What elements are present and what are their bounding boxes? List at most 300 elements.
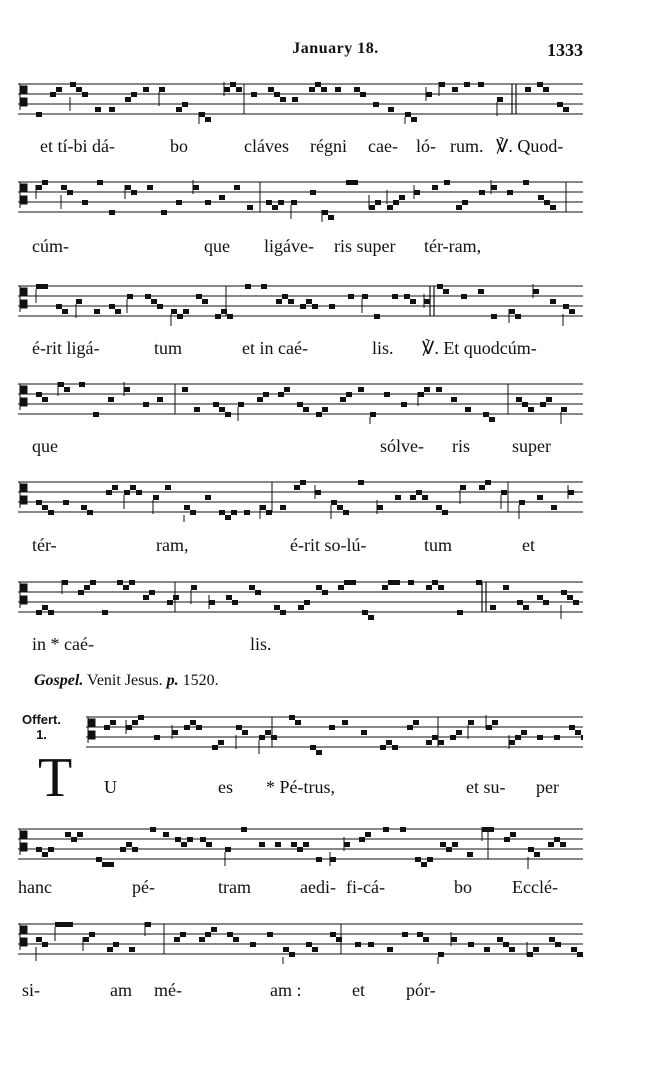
neume-note <box>461 294 467 299</box>
gospel-label: Gospel. <box>34 672 84 689</box>
neume-note <box>483 412 489 417</box>
neume-note <box>569 725 575 730</box>
neume-note <box>543 600 549 605</box>
neume-note <box>42 180 48 185</box>
neume-note <box>568 490 574 495</box>
neume-note <box>278 200 284 205</box>
neume-note <box>306 299 312 304</box>
neume-note <box>154 735 160 740</box>
neume-note <box>503 585 509 590</box>
neume-note <box>36 392 42 397</box>
neume-note <box>36 847 42 852</box>
neume-note <box>56 87 62 92</box>
neume-note <box>292 97 298 102</box>
neume-note <box>283 947 289 952</box>
neume-note <box>123 585 129 590</box>
neume-note <box>174 937 180 942</box>
neume-note <box>173 595 179 600</box>
neume-note <box>147 185 153 190</box>
neume-note <box>282 294 288 299</box>
neume-note <box>432 580 438 585</box>
lyric-syllable: am <box>110 980 132 1000</box>
neume-note <box>452 87 458 92</box>
neume-note <box>129 580 135 585</box>
lyric-syllable: é-rit so-lú- <box>290 535 367 555</box>
clef-icon <box>88 717 95 743</box>
lyric-syllable: lis. <box>372 338 394 358</box>
neume-note <box>567 595 573 600</box>
neume-note <box>259 842 265 847</box>
neume-note <box>479 485 485 490</box>
neume-note <box>548 842 554 847</box>
neume-note <box>78 590 84 595</box>
neume-note <box>306 942 312 947</box>
neume-note <box>205 117 211 122</box>
neume-note <box>515 314 521 319</box>
drop-cap-initial: T <box>38 747 73 809</box>
neume-note <box>443 289 449 294</box>
neume-note <box>150 827 156 832</box>
neume-note <box>436 505 442 510</box>
neume-note <box>456 205 462 210</box>
neume-note <box>534 852 540 857</box>
neume-note <box>110 720 116 725</box>
neume-note <box>67 922 73 927</box>
neume-note <box>337 505 343 510</box>
neume-note <box>410 299 416 304</box>
neume-note <box>415 857 421 862</box>
neume-note <box>289 715 295 720</box>
neume-note <box>304 600 310 605</box>
neume-note <box>350 580 356 585</box>
neume-note <box>491 314 497 319</box>
neume-note <box>241 827 247 832</box>
neume-note <box>384 392 390 397</box>
neume-note <box>380 745 386 750</box>
neume-note <box>224 87 230 92</box>
neume-note <box>509 947 515 952</box>
neume-note <box>245 284 251 289</box>
neume-note <box>537 82 543 87</box>
neume-note <box>67 190 73 195</box>
neume-note <box>316 750 322 755</box>
lyrics-line <box>18 136 583 158</box>
neume-note <box>200 837 206 842</box>
neume-note <box>446 847 452 852</box>
neume-note <box>427 857 433 862</box>
neume-note <box>528 847 534 852</box>
neume-note <box>343 510 349 515</box>
neume-note <box>291 842 297 847</box>
neume-note <box>42 284 48 289</box>
neume-note <box>410 495 416 500</box>
offertory-mode: 1. <box>36 727 47 742</box>
lyrics-line <box>18 777 583 799</box>
neume-note <box>328 215 334 220</box>
lyric-syllable: rum. <box>450 136 484 156</box>
lyric-syllable: lis. <box>250 634 272 654</box>
neume-note <box>303 407 309 412</box>
neume-note <box>544 200 550 205</box>
lyric-syllable: super <box>512 436 551 456</box>
neume-note <box>48 510 54 515</box>
neume-note <box>232 600 238 605</box>
gospel-reference <box>34 672 219 690</box>
neume-note <box>242 730 248 735</box>
neume-note <box>190 720 196 725</box>
neume-note <box>180 932 186 937</box>
neume-note <box>199 937 205 942</box>
neume-note <box>265 730 271 735</box>
neume-note <box>382 585 388 590</box>
lyric-syllable: bo <box>170 136 188 156</box>
chant-staff <box>18 478 583 522</box>
neume-note <box>359 837 365 842</box>
neume-note <box>102 862 108 867</box>
neume-note <box>504 837 510 842</box>
neume-note <box>377 505 383 510</box>
neume-note <box>438 740 444 745</box>
neume-note <box>112 485 118 490</box>
clef-icon <box>20 582 27 608</box>
neume-note <box>284 387 290 392</box>
neume-note <box>257 397 263 402</box>
neume-note <box>61 922 67 927</box>
neume-note <box>76 87 82 92</box>
clef-icon <box>20 829 27 855</box>
neume-note <box>117 580 123 585</box>
neume-note <box>322 210 328 215</box>
neume-note <box>124 490 130 495</box>
neume-note <box>297 847 303 852</box>
neume-note <box>109 107 115 112</box>
neume-note <box>205 200 211 205</box>
neume-note <box>571 947 577 952</box>
neume-note <box>132 720 138 725</box>
neume-note <box>231 510 237 515</box>
neume-note <box>370 412 376 417</box>
neume-note <box>71 837 77 842</box>
neume-note <box>199 112 205 117</box>
clef-icon <box>20 286 27 312</box>
neume-note <box>266 510 272 515</box>
neume-note <box>392 294 398 299</box>
neume-note <box>109 210 115 215</box>
neume-note <box>176 107 182 112</box>
neume-note <box>251 92 257 97</box>
neume-note <box>153 495 159 500</box>
neume-note <box>157 397 163 402</box>
neume-note <box>77 832 83 837</box>
neume-note <box>488 827 494 832</box>
neume-note <box>249 585 255 590</box>
neume-note <box>96 857 102 862</box>
neume-note <box>76 299 82 304</box>
neume-note <box>432 735 438 740</box>
neume-note <box>193 185 199 190</box>
neume-note <box>537 495 543 500</box>
chant-staff <box>18 178 583 222</box>
neume-note <box>569 309 575 314</box>
neume-note <box>303 842 309 847</box>
neume-note <box>87 510 93 515</box>
neume-note <box>300 480 306 485</box>
neume-note <box>171 309 177 314</box>
neume-note <box>125 185 131 190</box>
neume-note <box>462 200 468 205</box>
lyric-syllable: ris <box>452 436 470 456</box>
chant-staff <box>18 713 583 757</box>
neume-note <box>577 952 583 957</box>
neume-note <box>131 92 137 97</box>
neume-note <box>120 847 126 852</box>
neume-note <box>555 942 561 947</box>
neume-note <box>418 392 424 397</box>
neume-note <box>312 304 318 309</box>
neume-note <box>275 842 281 847</box>
neume-note <box>63 500 69 505</box>
neume-note <box>79 382 85 387</box>
lyric-syllable: tum <box>154 338 183 358</box>
neume-note <box>227 932 233 937</box>
neume-note <box>95 107 101 112</box>
neume-note <box>36 112 42 117</box>
neume-note <box>157 304 163 309</box>
clef-icon <box>20 482 27 508</box>
lyric-syllable: am : <box>270 980 302 1000</box>
neume-note <box>581 735 583 740</box>
neume-note <box>250 942 256 947</box>
neume-note <box>50 92 56 97</box>
chant-staff <box>18 825 583 869</box>
neume-note <box>414 190 420 195</box>
neume-note <box>165 485 171 490</box>
neume-note <box>82 92 88 97</box>
neume-note <box>226 595 232 600</box>
lyric-syllable: régni <box>310 136 347 156</box>
neume-note <box>375 200 381 205</box>
lyrics-line <box>18 634 583 656</box>
neume-note <box>312 947 318 952</box>
neume-note <box>182 102 188 107</box>
neume-note <box>84 585 90 590</box>
lyric-syllable: si- <box>22 980 40 1000</box>
neume-note <box>56 304 62 309</box>
neume-note <box>266 200 272 205</box>
lyric-syllable: et <box>522 535 535 555</box>
neume-note <box>432 185 438 190</box>
neume-note <box>365 832 371 837</box>
neume-note <box>276 299 282 304</box>
neume-note <box>401 402 407 407</box>
neume-note <box>175 837 181 842</box>
neume-note <box>321 87 327 92</box>
lyric-syllable: per <box>536 777 559 797</box>
chant-staff <box>18 282 583 326</box>
neume-note <box>575 730 581 735</box>
neume-note <box>42 852 48 857</box>
neume-note <box>527 952 533 957</box>
lyric-syllable: ris super <box>334 236 396 256</box>
neume-note <box>138 715 144 720</box>
neume-note <box>338 585 344 590</box>
neume-note <box>424 299 430 304</box>
neume-note <box>42 605 48 610</box>
neume-note <box>143 87 149 92</box>
neume-note <box>404 294 410 299</box>
neume-note <box>82 200 88 205</box>
lyric-syllable: pé- <box>132 877 155 897</box>
neume-note <box>316 412 322 417</box>
neume-note <box>407 725 413 730</box>
neume-note <box>426 585 432 590</box>
neume-note <box>490 605 496 610</box>
neume-note <box>465 407 471 412</box>
neume-note <box>48 610 54 615</box>
neume-note <box>528 407 534 412</box>
neume-note <box>358 387 364 392</box>
neume-note <box>478 289 484 294</box>
neume-note <box>550 299 556 304</box>
neume-note <box>294 485 300 490</box>
neume-note <box>444 180 450 185</box>
neume-note <box>451 937 457 942</box>
gospel-text: Venit Jesus. <box>87 672 163 689</box>
neume-note <box>42 942 48 947</box>
lyric-syllable: cúm- <box>32 236 69 256</box>
neume-note <box>510 832 516 837</box>
neume-note <box>108 862 114 867</box>
neume-note <box>316 857 322 862</box>
neume-note <box>554 735 560 740</box>
neume-note <box>551 505 557 510</box>
neume-note <box>236 87 242 92</box>
neume-note <box>322 590 328 595</box>
header-title: January 18. <box>292 40 379 57</box>
lyrics-line <box>18 877 583 899</box>
neume-note <box>316 585 322 590</box>
neume-note <box>388 107 394 112</box>
neume-note <box>263 392 269 397</box>
offertory-label <box>22 712 61 742</box>
neume-note <box>369 205 375 210</box>
neume-note <box>259 735 265 740</box>
neume-note <box>501 490 507 495</box>
neume-note <box>399 195 405 200</box>
neume-note <box>344 580 350 585</box>
lyrics-line <box>18 980 583 1002</box>
neume-note <box>482 827 488 832</box>
neume-note <box>130 485 136 490</box>
neume-note <box>540 402 546 407</box>
neume-note <box>102 610 108 615</box>
neume-note <box>368 615 374 620</box>
lyric-syllable: et <box>352 980 365 1000</box>
neume-note <box>190 510 196 515</box>
neume-note <box>329 304 335 309</box>
neume-note <box>213 402 219 407</box>
neume-note <box>184 505 190 510</box>
neume-note <box>329 725 335 730</box>
neume-note <box>362 610 368 615</box>
neume-note <box>274 92 280 97</box>
neume-note <box>522 402 528 407</box>
neume-note <box>525 87 531 92</box>
offertory-title: Offert. <box>22 712 61 727</box>
neume-note <box>143 595 149 600</box>
neume-note <box>107 947 113 952</box>
chant-staff <box>18 80 583 124</box>
neume-note <box>196 725 202 730</box>
neume-note <box>348 294 354 299</box>
neume-note <box>309 87 315 92</box>
lyric-syllable: cae- <box>368 136 398 156</box>
lyrics-line <box>18 236 583 258</box>
neume-note <box>126 842 132 847</box>
lyric-syllable: bo <box>454 877 472 897</box>
neume-note <box>297 402 303 407</box>
neume-note <box>486 725 492 730</box>
neume-note <box>206 842 212 847</box>
neume-note <box>460 485 466 490</box>
neume-note <box>182 387 188 392</box>
neume-note <box>408 580 414 585</box>
neume-note <box>393 200 399 205</box>
neume-note <box>521 730 527 735</box>
neume-note <box>468 942 474 947</box>
neume-note <box>260 505 266 510</box>
neume-note <box>537 595 543 600</box>
neume-note <box>115 309 121 314</box>
neume-note <box>70 82 76 87</box>
neume-note <box>509 740 515 745</box>
neume-note <box>161 210 167 215</box>
neume-note <box>484 947 490 952</box>
neume-note <box>211 927 217 932</box>
neume-note <box>440 842 446 847</box>
neume-note <box>361 730 367 735</box>
neume-note <box>421 862 427 867</box>
neume-note <box>278 392 284 397</box>
chant-staff <box>18 578 583 622</box>
neume-note <box>227 314 233 319</box>
neume-note <box>573 600 579 605</box>
neume-note <box>519 500 525 505</box>
neume-note <box>194 407 200 412</box>
neume-note <box>411 117 417 122</box>
lyric-syllable: aedi- <box>300 877 336 897</box>
neume-note <box>244 510 250 515</box>
neume-note <box>106 490 112 495</box>
neume-note <box>36 185 42 190</box>
neume-note <box>533 947 539 952</box>
neume-note <box>560 842 566 847</box>
neume-note <box>298 605 304 610</box>
neume-note <box>131 190 137 195</box>
neume-note <box>65 832 71 837</box>
neume-note <box>187 837 193 842</box>
lyric-syllable: é-rit ligá- <box>32 338 100 358</box>
neume-note <box>563 107 569 112</box>
neume-note <box>219 195 225 200</box>
neume-note <box>424 387 430 392</box>
neume-note <box>517 600 523 605</box>
neume-note <box>104 725 110 730</box>
neume-note <box>392 745 398 750</box>
neume-note <box>450 735 456 740</box>
neume-note <box>132 847 138 852</box>
neume-note <box>145 922 151 927</box>
